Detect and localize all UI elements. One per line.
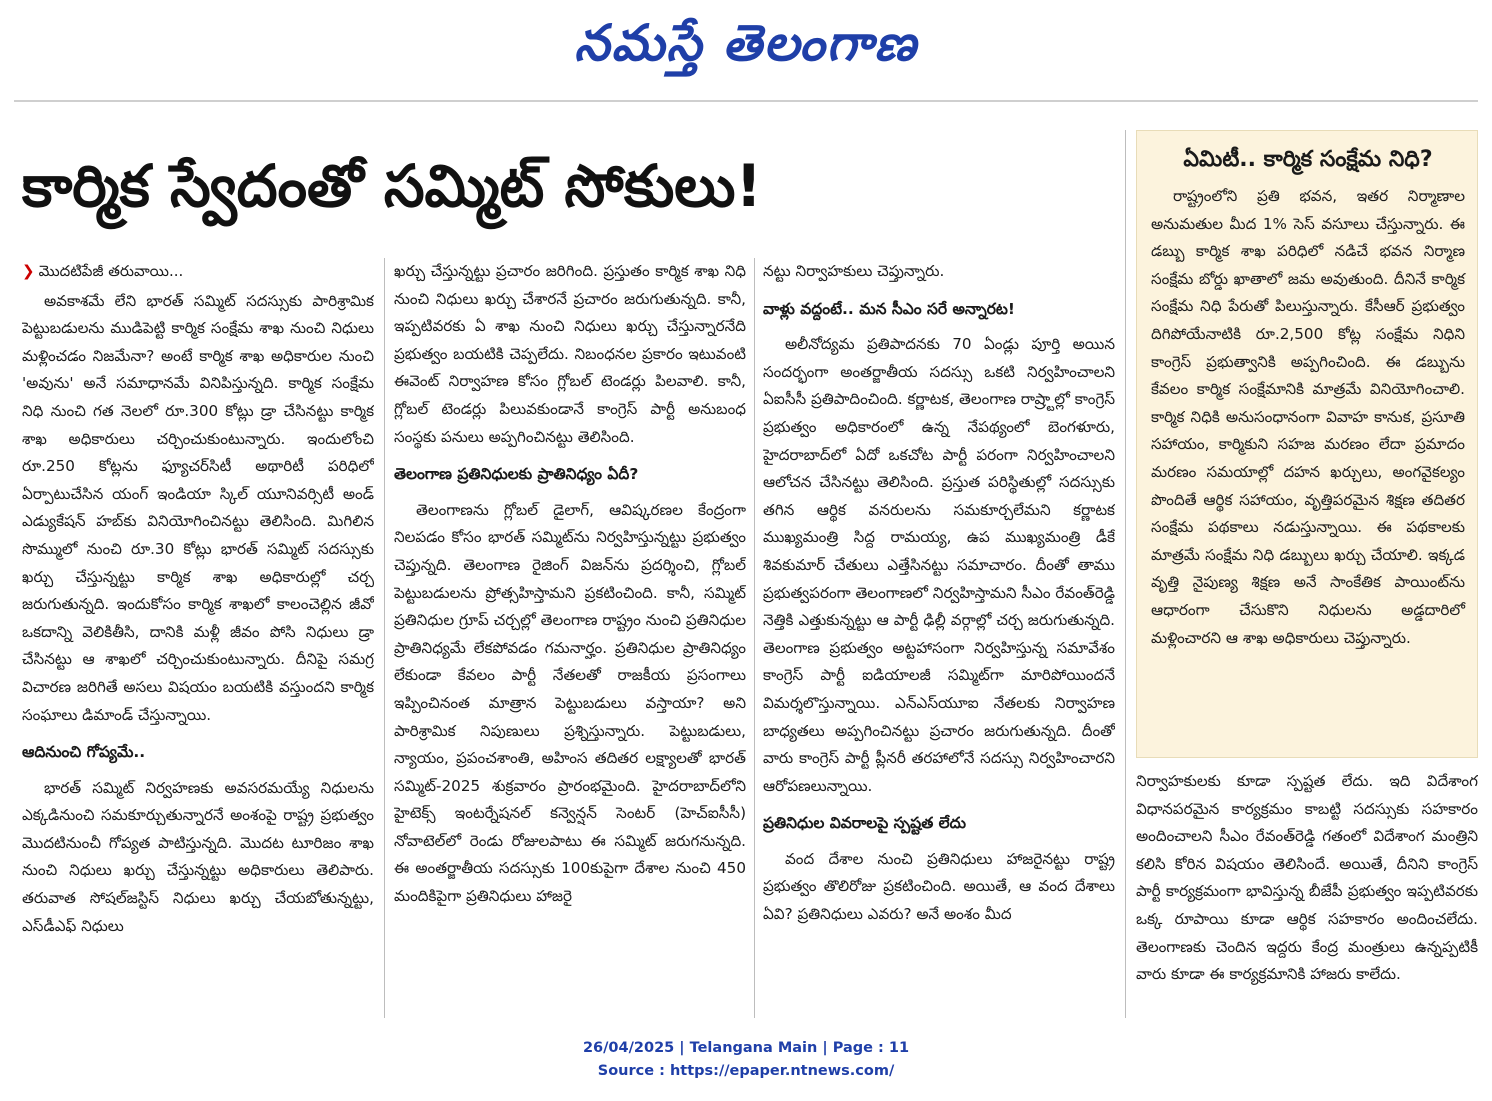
paragraph: భారత్ సమ్మిట్ నిర్వహణకు అవసరమయ్యే నిధులను ఎక్కడినుంచి సమకూర్చుతున్నారనే అంశంపై రాష్ట్ర ప్రభుత్వం మొదటినుంచీ గోప్యత పాటిస్తున్నది. మొదట టూరిజం శాఖ నుంచి నిధులు ఖర్చు చేస్తున్నట్టు అధికారులు తెలిపారు. తరువాత సోషల్‌జస్టిస్ నిధులు ఖర్చు చేయబోతున్నట్టు, ఎస్‌డీఎఫ్ నిధులు — [22, 778, 374, 935]
column-divider — [384, 258, 385, 1018]
column-divider — [1125, 130, 1126, 1018]
sidebar-title: ఏమిటీ.. కార్మిక సంక్షేమ నిధి? — [1183, 147, 1433, 172]
sidebar-text: రాష్ట్రంలోని ప్రతి భవన, ఇతర నిర్మాణాల అనుమతుల మీద 1% సెస్ వసూలు చేస్తున్నారు. ఈ డబ్బు కార్మిక శాఖ పరిధిలో నడిచే భవన నిర్మాణ సంక్షేమ బోర్డు ఖాతాలో జమ అవుతుంది. దీనినే కార్మిక సంక్షేమ నిధి పేరుతో పిలుస్తున్నారు. కేసీఆర్ ప్రభుత్వం దిగిపోయేనాటికి రూ.2,500 కోట్ల సంక్షేమ నిధిని కాంగ్రెస్ ప్రభుత్వానికి అప్పగించింది. ఈ డబ్బును కేవలం కార్మిక సంక్షేమానికి మాత్రమే వినియోగించాలి. కార్మిక నిధికి అనుసంధానంగా వివాహ కానుక, ప్రసూతి సహాయం, కార్మికుని సహజ మరణం లేదా ప్రమాదం మరణం సమయాల్లో దహన ఖర్చులు, అంగవైకల్యం పొందితే ఆర్థిక సహాయం, వృత్తిపరమైన శిక్షణ తదితర సంక్షేమ పథకాలు నడుస్తున్నాయి. ఈ పథకాలకు మాత్రమే సంక్షేమ నిధి డబ్బులు ఖర్చు చేయాలి. ఇక్కడ వృత్తి నైపుణ్య శిక్షణ అనే సాంకేతిక పాయింట్‌ను ఆధారంగా చేసుకొని నిధులను అడ్డదారిలో మళ్లించారని ఆ శాఖ అధికారులు చెప్తున్నారు. — [1151, 187, 1465, 647]
subheading: ఆదినుంచి గోప్యమే.. — [22, 743, 146, 762]
paragraph: నిర్వాహకులకు కూడా స్పష్టత లేదు. ఇది విదేశాంగ విధానపరమైన కార్యక్రమం కాబట్టి సదస్సుకు సహకారం అందించాలని సీఎం రేవంత్‌రెడ్డి గతంలో విదేశాంగ మంత్రిని కలిసి కోరిన విషయం తెలిసిందే. అయితే, దీనిని కాంగ్రెస్ పార్టీ కార్యక్రమంగా భావిస్తున్న బీజేపీ ప్రభుత్వం ఇప్పటివరకు ఒక్క రూపాయి కూడా ఆర్థిక సహకారం అందించలేదు. తెలంగాణకు చెందిన ఇద్దరు కేంద్ర మంత్రులు ఉన్నప్పటికీ వారు కూడా ఈ కార్యక్రమానికి హాజరు కాలేదు. — [1136, 772, 1478, 984]
sidebar-box — [1136, 130, 1478, 758]
paragraph: వంద దేశాల నుంచి ప్రతినిధులు హాజరైనట్టు రాష్ట్ర ప్రభుత్వం తొలిరోజు ప్రకటించింది. అయితే, ఆ వంద దేశాలు ఏవి? ప్రతినిధులు ఎవరు? అనే అంశం మీద — [763, 849, 1115, 924]
newspaper-logo: నమస్తే తెలంగాణ — [574, 13, 918, 72]
chevron-right-icon: ❯ — [22, 262, 35, 280]
kicker-text: మొదటిపేజీ తరువాయి... — [38, 262, 184, 280]
kicker — [22, 258, 374, 286]
paragraph: ఖర్చు చేస్తున్నట్టు ప్రచారం జరిగింది. ప్రస్తుతం కార్మిక శాఖ నిధి నుంచి నిధులు ఖర్చు చేశారనే ప్రచారం జరుగుతున్నది. కానీ, ఇప్పటివరకు ఏ శాఖ నుంచి నిధులు ఖర్చు చేస్తున్నారనేది ప్రభుత్వం బయటికి చెప్పలేదు. నిబంధనల ప్రకారం ఇటువంటి ఈవెంట్ నిర్వాహణ కోసం గ్లోబల్ టెండర్లు పిలవాలి. కానీ, గ్లోబల్ టెండర్లు పిలువకుండానే కాంగ్రెస్ పార్టీ అనుబంధ సంస్థకు పనులు అప్పగించినట్టు తెలిసింది. — [394, 262, 746, 446]
paragraph: నట్టు నిర్వాహకులు చెప్తున్నారు. — [763, 262, 945, 280]
paragraph: అలీనోద్యమ ప్రతిపాదనకు 70 ఏండ్లు పూర్తి అయిన సందర్భంగా అంతర్జాతీయ సదస్సు ఒకటి నిర్వహించాలని ఏఐసీసీ ప్రతిపాదించింది. కర్ణాటక, తెలంగాణ రాష్ర్టాల్లో కాంగ్రెస్ ప్రభుత్వం అధికారంలో ఉన్న నేపథ్యంలో బెంగళూరు, హైదరాబాద్‌లో ఏదో ఒకచోట పార్టీ పరంగా నిర్వహించాలని ఆలోచన చేసినట్టు తెలిసింది. ప్రస్తుత పరిస్థితుల్లో సదస్సుకు తగిన ఆర్థిక వనరులను సమకూర్చలేమని కర్ణాటక ముఖ్యమంత్రి సిద్ద రామయ్య, ఉప ముఖ్యమంత్రి డీకే శివకుమార్ చేతులు ఎత్తేసినట్టు సమాచారం. దీంతో తాము ప్రభుత్వపరంగా తెలంగాణలో నిర్వహిస్తామని సీఎం రేవంత్‌రెడ్డి నెత్తికి ఎత్తుకున్నట్టు ఆ పార్టీ ఢిల్లీ వర్గాల్లో చర్చ జరుగుతున్నది. తెలంగాణ ప్రభుత్వం అట్టహాసంగా నిర్వహిస్తున్న సమావేశం కాంగ్రెస్ పార్టీ ఐడియాలజీ సమ్మిట్‌గా మారిపోయిందనే విమర్శలొస్తున్నాయి. ఎన్ఎస్‌యూఐ నేతలకు నిర్వాహణ బాధ్యతలు అప్పగించినట్టు ప్రచారం జరుగుతున్నది. దీంతో వారు కాంగ్రెస్ పార్టీ ప్లీనరీ తరహాలోనే సదస్సు నిర్వహించారని ఆరోపణలున్నాయి. — [763, 335, 1115, 795]
footer-source: Source : https://epaper.ntnews.com/ — [597, 1063, 895, 1079]
column-4 — [1136, 768, 1478, 1028]
article-headline: కార్మిక స్వేదంతో సమ్మిట్ సోకులు! — [22, 152, 762, 220]
column-1 — [22, 258, 374, 1018]
paragraph: అవకాశమే లేని భారత్ సమ్మిట్ సదస్సుకు పారిశ్రామిక పెట్టుబడులను ముడిపెట్టి కార్మిక సంక్షేమ శాఖ నుంచి నిధులు మళ్లించడం నిజమేనా? అంటే కార్మిక శాఖ అధికారుల నుంచి 'అవును' అనే సమాధానమే వినిపిస్తున్నది. కార్మిక సంక్షేమ నిధి నుంచి గత నెలలో రూ.300 కోట్లు డ్రా చేసినట్టు కార్మిక శాఖ అధికారులు చర్చించుకుంటున్నారు. ఇందులోంచి రూ.250 కోట్లను ఫ్యూచర్‌సిటీ అథారిటీ పరిధిలో ఏర్పాటుచేసిన యంగ్ ఇండియా స్కిల్ యూనివర్సిటీ అండ్ ఎడ్యుకేషన్ హబ్‌కు వినియోగించినట్టు తెలిసింది. మిగిలిన సొమ్ములో నుంచి రూ.30 కోట్లు భారత్ సమ్మిట్ సదస్సుకు ఖర్చు చేస్తున్నట్టు కార్మిక శాఖ అధికారుల్లో చర్చ జరుగుతున్నది. ఇందుకోసం కార్మిక శాఖలో కాలంచెల్లిన జీవో ఒకదాన్ని వెలికితీసి, దానికి మళ్లీ జీవం పోసి నిధులు డ్రా చేసినట్టు ఆ శాఖలో చర్చించుకుంటున్నారు. దీనిపై సమగ్ర విచారణ జరిగితే అసలు విషయం బయటికి వస్తుందని కార్మిక సంఘాలు డిమాండ్ చేస్తున్నాయి. — [22, 291, 374, 724]
subheading: ప్రతినిధుల వివరాలపై స్పష్టత లేదు — [763, 814, 966, 833]
subheading: తెలంగాణ ప్రతినిధులకు ప్రాతినిధ్యం ఏదీ? — [394, 465, 639, 484]
footer-date-page: 26/04/2025 | Telangana Main | Page : 11 — [582, 1040, 910, 1056]
masthead — [0, 8, 1492, 78]
paragraph: తెలంగాణను గ్లోబల్ డైలాగ్, ఆవిష్కరణల కేంద్రంగా నిలపడం కోసం భారత్ సమ్మిట్‌ను నిర్వహిస్తున్నట్టు ప్రభుత్వం చెప్తున్నది. తెలంగాణ రైజింగ్ విజన్‌ను ప్రదర్శించి, గ్లోబల్ పెట్టుబడులను ప్రోత్సహిస్తామని ప్రకటించింది. కానీ, సమ్మిట్ ప్రతినిధుల గ్రూప్ చర్చల్లో తెలంగాణ రాష్ట్రం నుంచి ప్రతినిధుల ప్రాతినిధ్యమే లేకపోవడం గమనార్హం. ప్రతినిధుల ప్రాతినిధ్యం లేకుండా కేవలం పార్టీ నేతలతో రాజకీయ ప్రసంగాలు ఇప్పించినంత మాత్రాన పెట్టుబడులు వస్తాయా? అని పారిశ్రామిక నిపుణులు ప్రశ్నిస్తున్నారు. పెట్టుబడులు, న్యాయం, ప్రపంచశాంతి, అహింస తదితర లక్ష్యాలతో భారత్ సమ్మిట్-2025 శుక్రవారం ప్రారంభమైంది. హైదరాబాద్‌లోని హైటెక్స్ ఇంటర్నేషనల్ కన్వెన్షన్ సెంటర్ (హెచ్ఐసీసీ) నోవాటెల్‌లో రెండు రోజులపాటు ఈ సమ్మిట్ జరుగనున్నది. ఈ అంతర్జాతీయ సదస్సుకు 100కుపైగా దేశాల నుంచి 450 మందికిపైగా ప్రతినిధులు హాజరై — [394, 500, 746, 906]
column-2 — [394, 258, 746, 1018]
column-divider — [754, 258, 755, 1018]
top-rule — [14, 100, 1478, 102]
subheading: వాళ్లు వద్దంటే.. మన సీఎం సరే అన్నారట! — [763, 299, 1015, 318]
column-3 — [763, 258, 1115, 1018]
